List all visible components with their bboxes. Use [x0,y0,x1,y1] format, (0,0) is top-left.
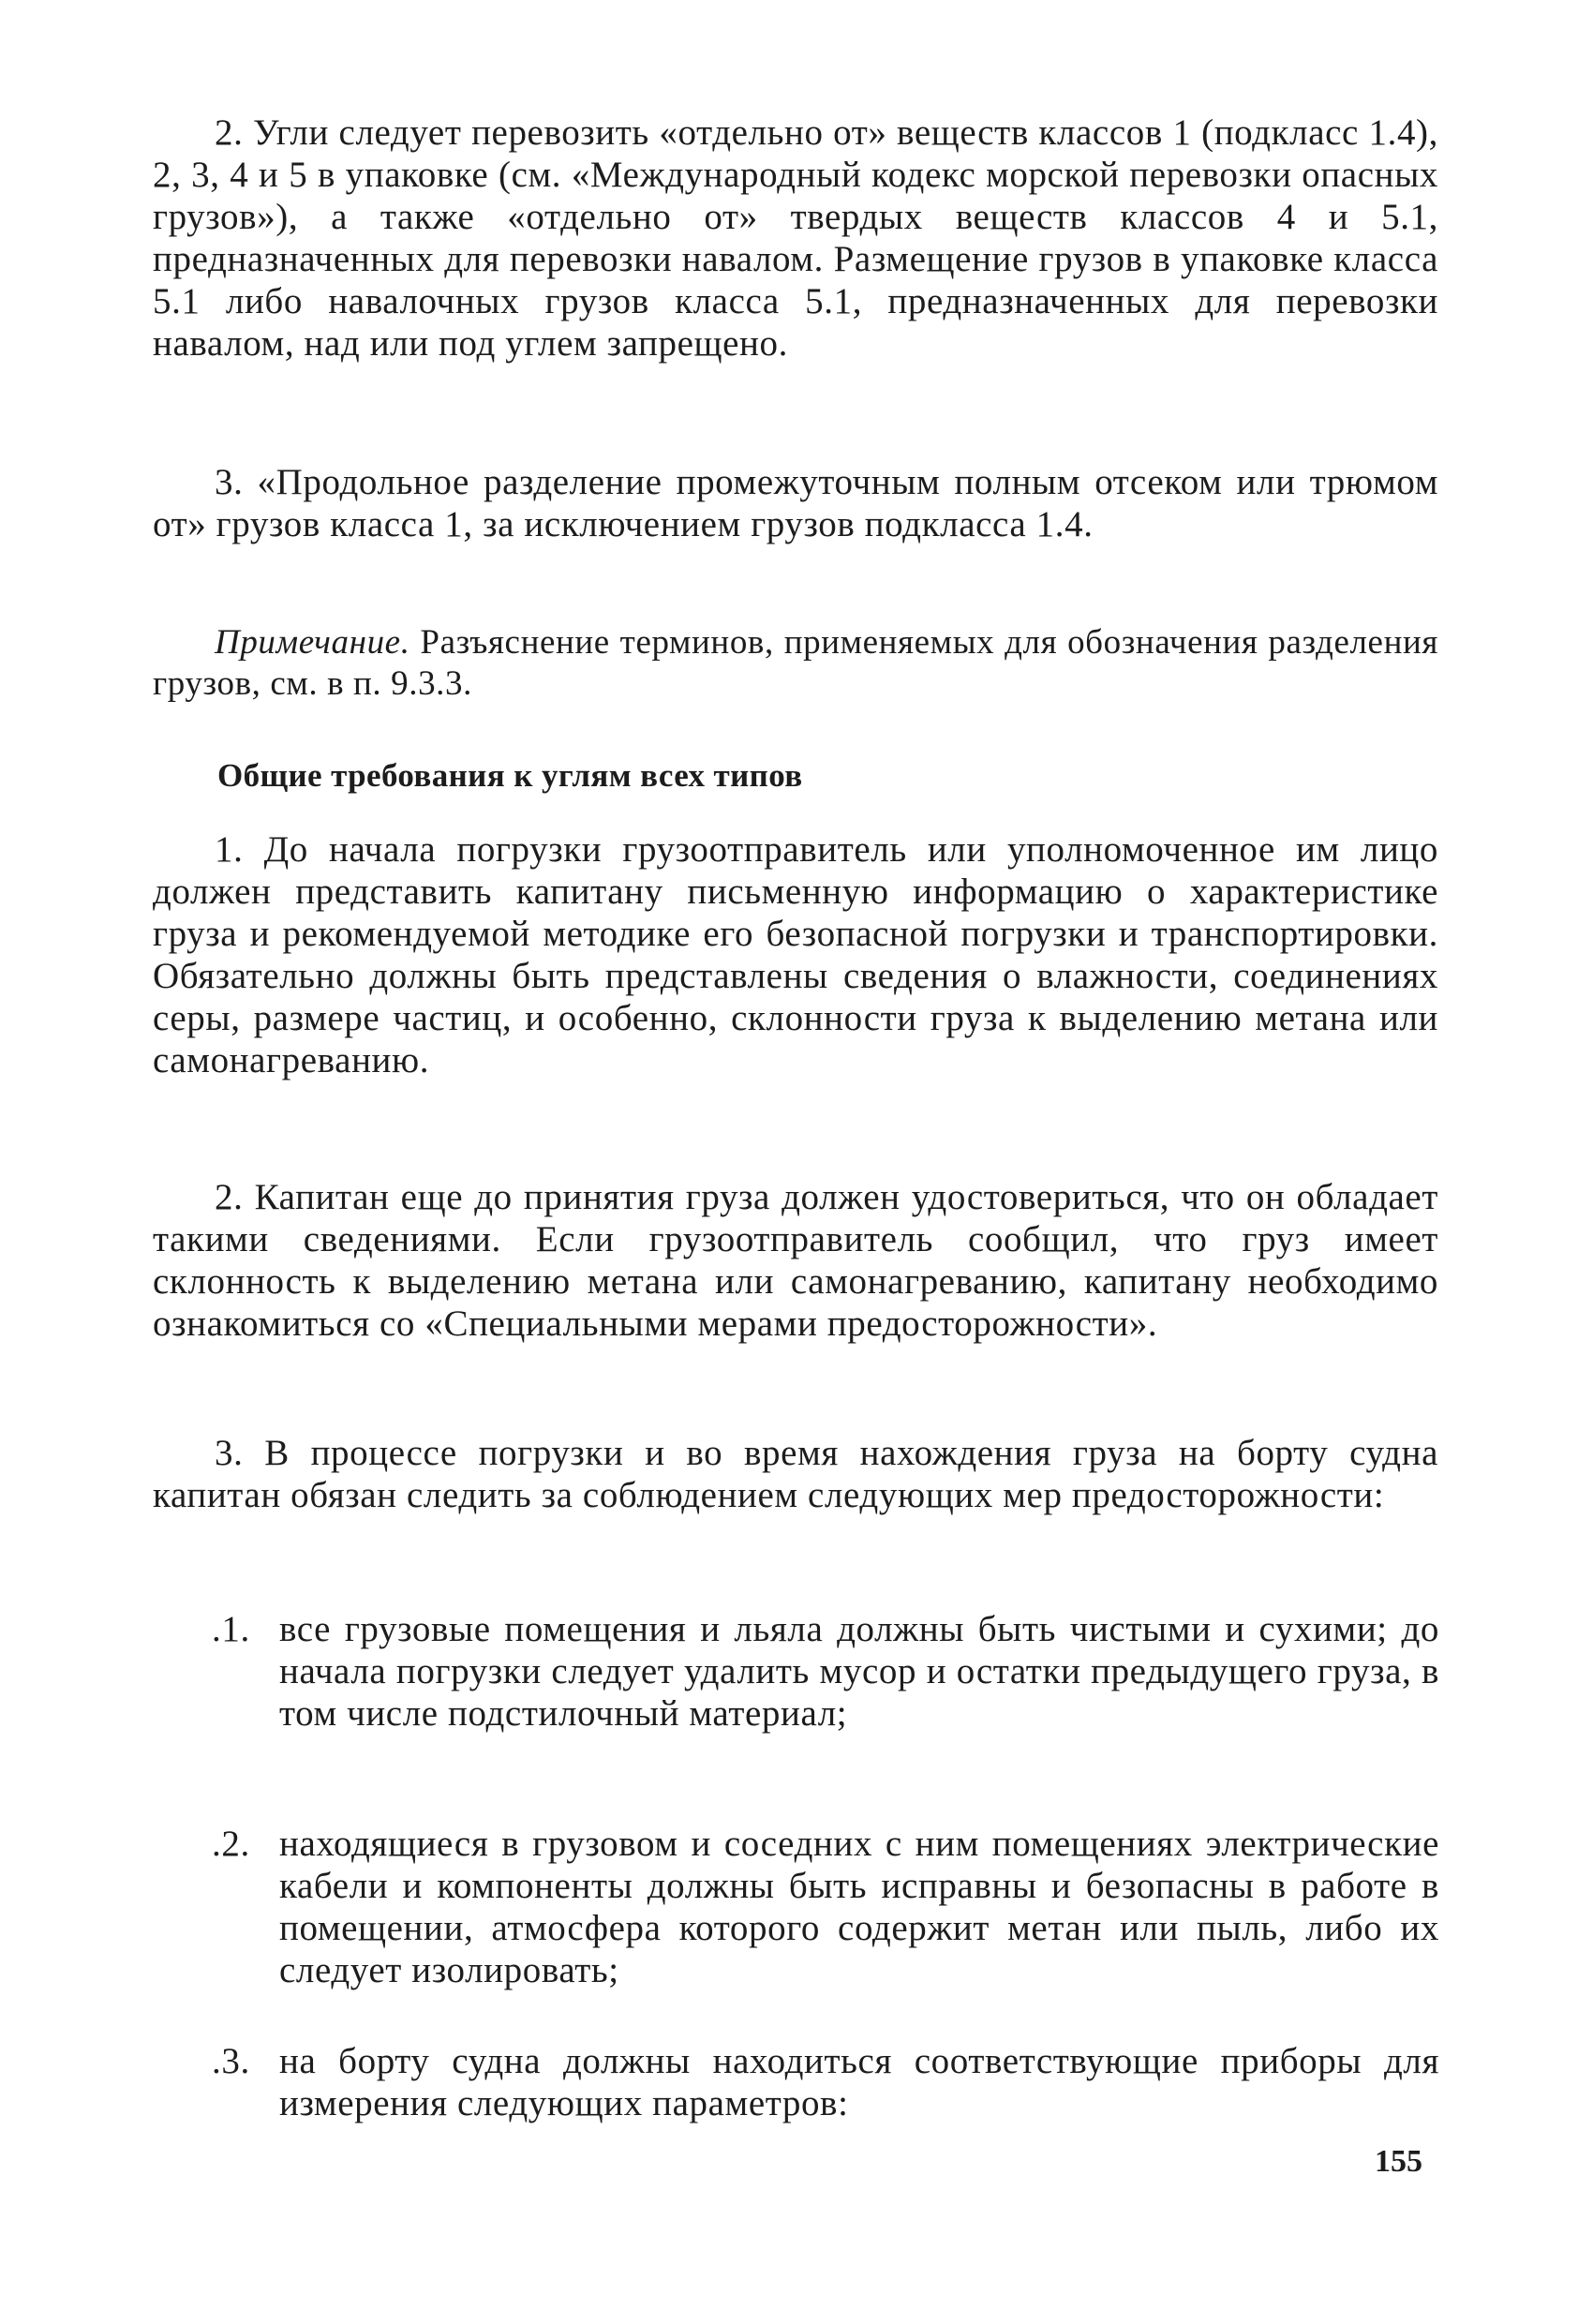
note-label: Примечание. [215,623,410,662]
section-heading: Общие требования к углям всех типов [217,757,803,794]
measure-text: на борту судна должны находиться соответствующие приборы для измерения следующих параметров: [279,2041,1439,2123]
measure-item [212,1823,1439,1991]
measure-text: находящиеся в грузовом и соседних с ним помещениях электрические кабели и компоненты должны быть исправны и безопасны в работе в помещении, атмосфера которого содержит метан или пыль, либо их следует изолировать; [279,1824,1439,1990]
measure-number: .3. [212,2041,250,2081]
requirement-2: 2. Капитан еще до принятия груза должен удостовериться, что он обладает такими сведениями. Если грузоотправитель сообщил, что груз имеет склонность к выделению метана или самонагреванию, капитану необходимо ознакомиться со «Специальными мерами предосторожности». [153,1177,1438,1344]
note-paragraph [153,622,1438,705]
note-text: Разъяснение терминов, применяемых для обозначения разделения грузов, см. в п. 9.3.3. [153,623,1438,703]
measure-number: .1. [212,1609,250,1649]
requirement-3: 3. В процессе погрузки и во время нахождения груза на борту судна капитан обязан следить за соблюдением следующих мер предосторожности: [153,1433,1438,1515]
requirement-1: 1. До начала погрузки грузоотправитель или уполномоченное им лицо должен представить капитану письменную информацию о характеристике груза и рекомендуемой методике его безопасной погрузки и транспортировки. Обязательно должны быть представлены сведения о влажности, соединениях серы, размере частиц, и особенно, склонности груза к выделению метана или самонагреванию. [153,829,1438,1080]
measure-item [212,2040,1439,2124]
paragraph-longitudinal-separation: 3. «Продольное разделение промежуточным полным отсеком или трюмом от» грузов класса 1, за исключением грузов подкласса 1.4. [153,462,1438,544]
measure-text: все грузовые помещения и льяла должны быть чистыми и сухими; до начала погрузки следует удалить мусор и остатки предыдущего груза, в том числе подстилочный материал; [279,1609,1439,1734]
page-number: 155 [1375,2144,1422,2179]
measure-number: .2. [212,1824,250,1864]
paragraph-coal-separation: 2. Угли следует перевозить «отдельно от» веществ классов 1 (подкласс 1.4), 2, 3, 4 и 5 в упаковке (см. «Международный кодекс морской перевозки опасных грузов»), а также «отдельно от» твердых веществ классов 4 и 5.1, предназначенных для перевозки навалом. Размещение грузов в упаковке класса 5.1 либо навалочных грузов класса 5.1, предназначенных для перевозки навалом, над или под углем запрещено. [153,112,1438,364]
measure-item [212,1608,1439,1735]
